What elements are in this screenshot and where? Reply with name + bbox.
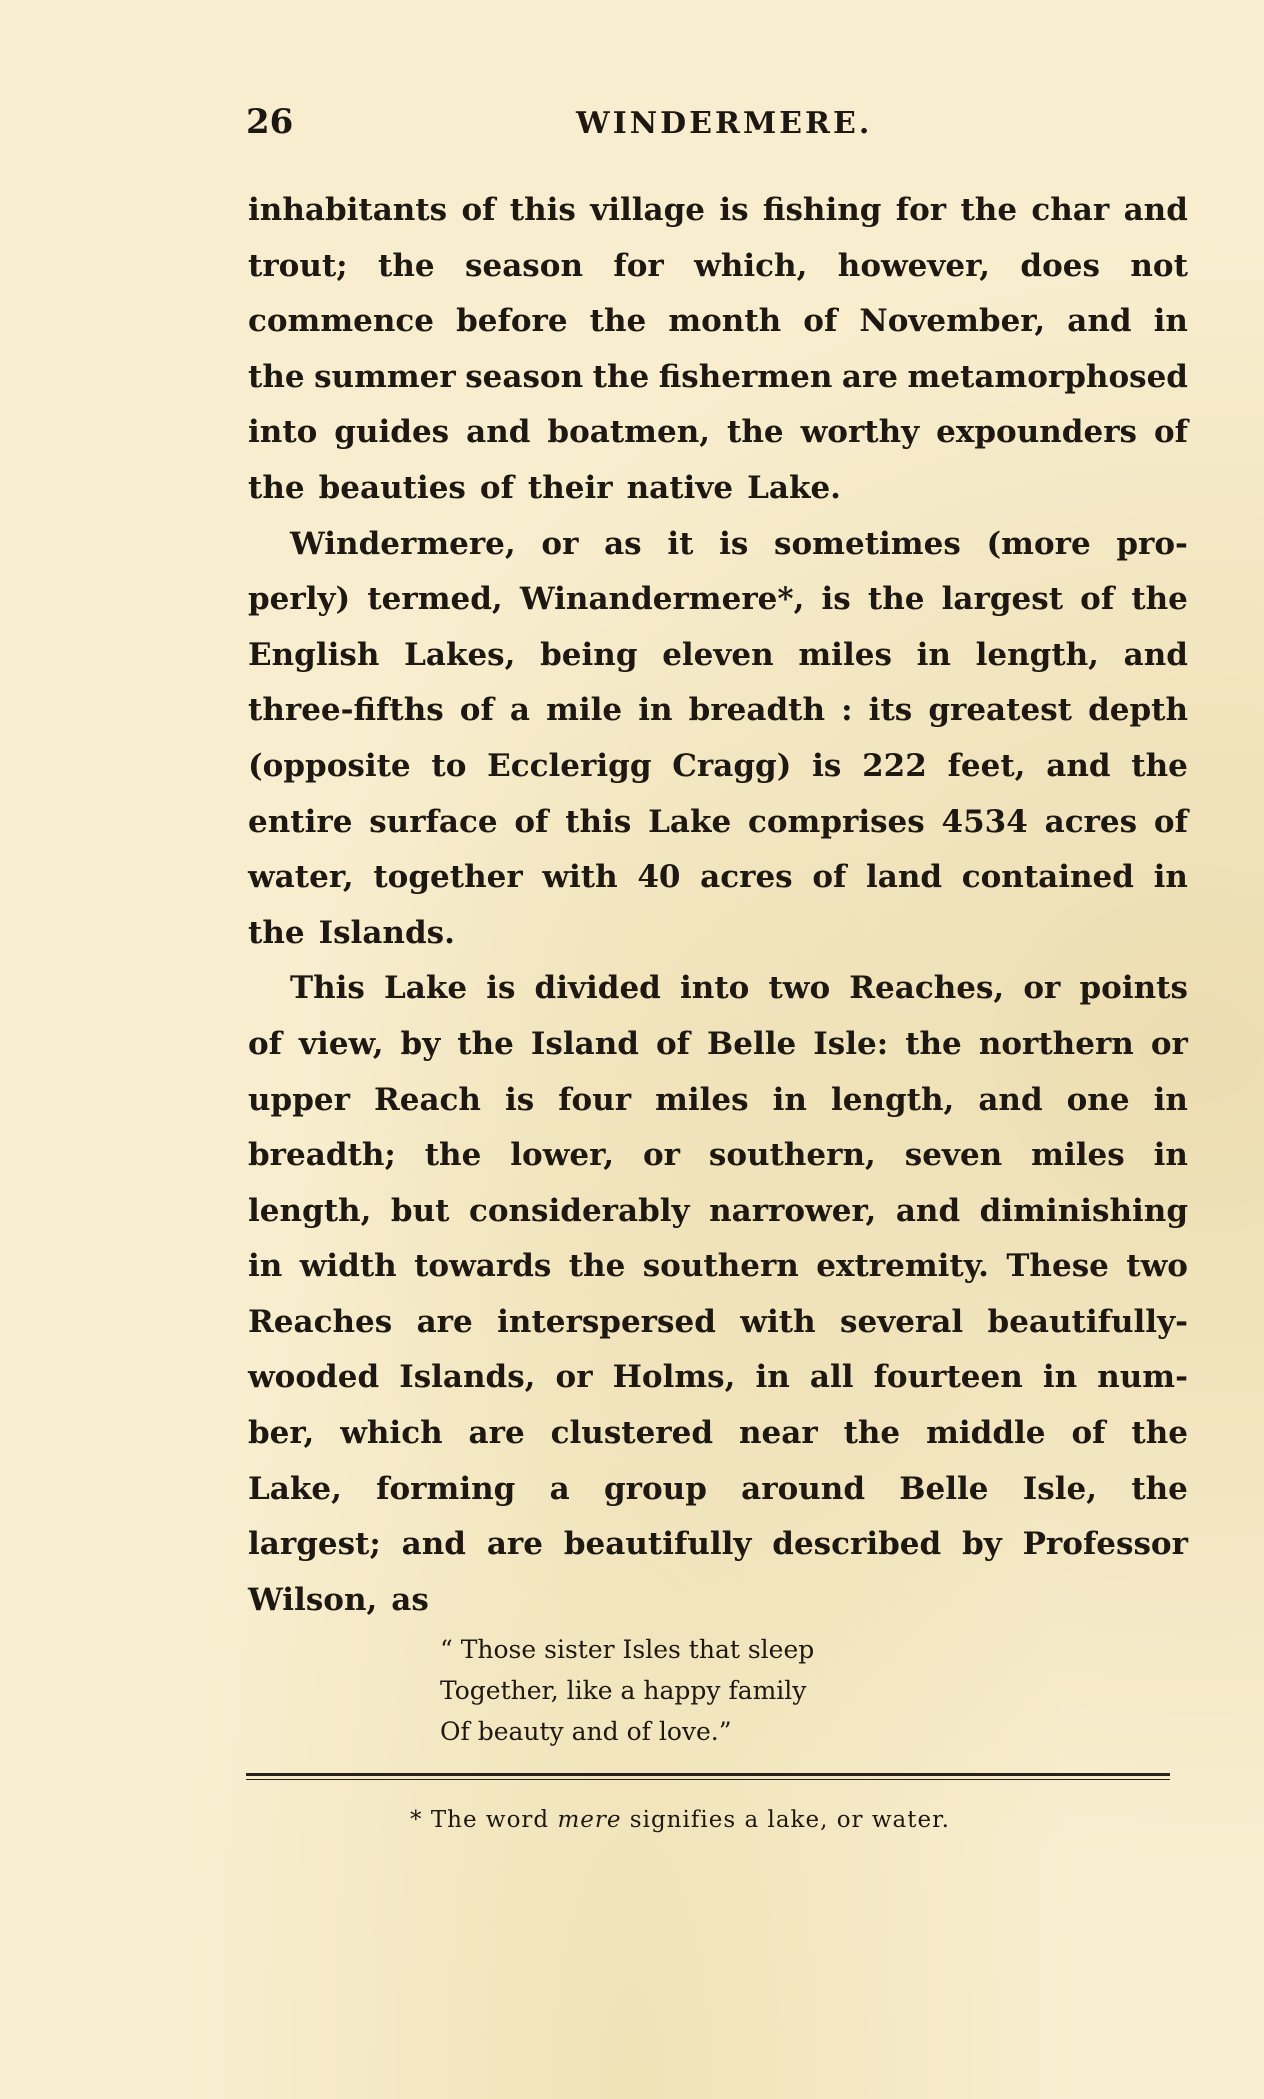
verse-line: “ Those sister Isles that sleep [440,1635,815,1664]
body-line: Windermere, or as it is sometimes (more pro- [290,525,1188,562]
verse-quotation [440,1629,814,1752]
body-line: breadth; the lower, or southern, seven miles in [248,1137,1188,1174]
footnote-rule-thin [246,1779,1170,1780]
page-header [246,102,1146,146]
body-line: ber, which are clustered near the middle of the [248,1415,1188,1452]
body-line: This Lake is divided into two Reaches, or points [290,970,1188,1007]
body-line: Lake, forming a group around Belle Isle, the [248,1470,1188,1507]
body-line: inhabitants of this village is fishing for the char and [248,192,1188,228]
body-line: into guides and boatmen, the worthy expounders of [248,414,1188,451]
footnote [410,1807,950,1833]
body-line: the Islands. [248,914,455,951]
body-line: English Lakes, being eleven miles in length, and [248,636,1188,673]
body-line: Reaches are interspersed with several beautifully- [248,1303,1188,1340]
body-line: Wilson, as [248,1581,429,1618]
verse-line: Of beauty and of love.” [440,1717,732,1746]
footnote-italic-word: mere [557,1807,622,1833]
body-line: the beauties of their native Lake. [248,469,841,506]
footnote-marker: * [410,1807,423,1833]
body-line: largest; and are beautifully described by Professor [248,1526,1188,1563]
body-line: of view, by the Island of Belle Isle: the northern or [248,1025,1188,1062]
body-line: wooded Islands, or Holms, in all fourteen in num- [248,1359,1188,1396]
body-line: entire surface of this Lake comprises 4534 acres of [248,803,1188,840]
body-line: perly) termed, Winandermere*, is the largest of the [248,581,1188,618]
body-line: commence before the month of November, and in [248,303,1188,340]
body-text [248,183,1188,1628]
body-line: three-fifths of a mile in breadth : its greatest depth [248,692,1188,729]
body-line: in width towards the southern extremity. These two [248,1248,1188,1285]
footnote-rule [246,1773,1170,1776]
running-title: WINDERMERE. [576,106,873,141]
body-line: length, but considerably narrower, and diminishing [248,1192,1188,1229]
verse-line: Together, like a happy family [440,1676,807,1705]
footnote-text-before: The word [430,1807,550,1833]
body-line: upper Reach is four miles in length, and one in [248,1081,1188,1118]
body-line: (opposite to Ecclerigg Cragg) is 222 feet, and the [248,747,1188,784]
body-line: trout; the season for which, however, does not [248,247,1188,284]
body-line: water, together with 40 acres of land contained in [248,859,1188,896]
footnote-text-after: signifies a lake, or water. [629,1807,950,1833]
page-number: 26 [246,102,294,142]
body-line: the summer season the fishermen are metamorphosed [248,358,1188,395]
